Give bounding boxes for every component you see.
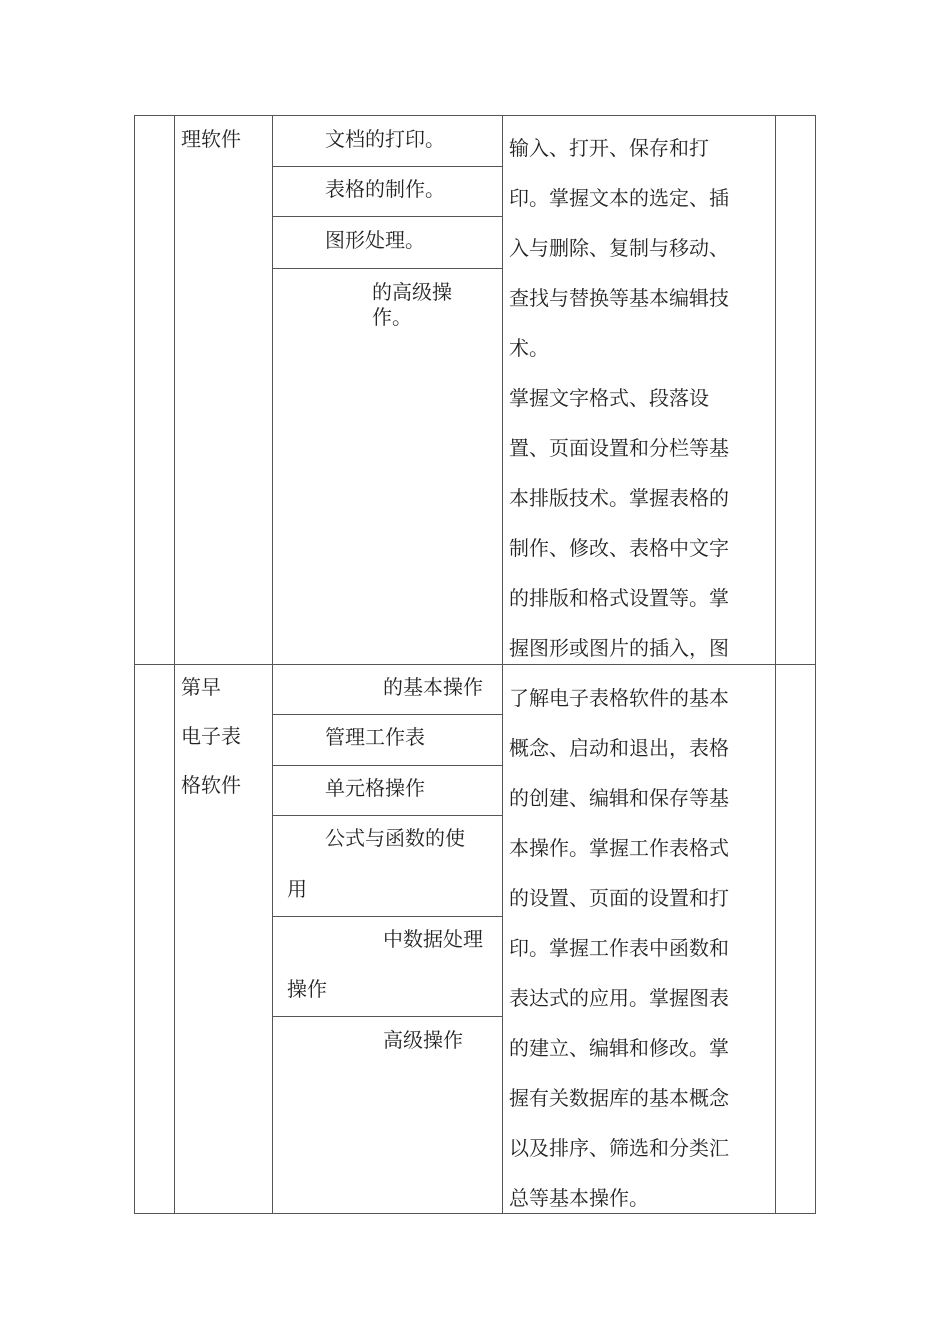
cell-divider [272,765,502,766]
requirement-line: 的创建、编辑和保存等基 [509,786,729,810]
topic-table: 表格的制作。 [325,177,445,201]
col-line-6 [815,115,816,1214]
requirement-line: 输入、打开、保存和打 [509,136,709,160]
topic-advanced: 高级操作 [383,1028,463,1052]
col-line-4 [502,115,503,1214]
requirement-line: 表达式的应用。掌握图表 [509,986,729,1010]
requirement-line: 掌握文字格式、段落设 [509,386,709,410]
requirement-line: 握图形或图片的插入，图 [509,636,729,660]
module-title-line: 格软件 [181,773,241,797]
topic-cell-ops: 单元格操作 [325,776,425,800]
topic-data-2: 操作 [287,977,327,1001]
topic-advanced-1: 的高级操 [372,280,452,304]
cell-divider [272,815,502,816]
cell-divider [272,1016,502,1017]
requirement-text [509,123,729,673]
col-line-5 [775,115,776,1214]
requirement-line: 概念、启动和退出，表格 [509,736,729,760]
requirement-line: 制作、修改、表格中文字 [509,536,729,560]
table-border-top [134,115,816,116]
topic-manage-sheet: 管理工作表 [325,725,425,749]
requirement-line: 印。掌握工作表中函数和 [509,936,729,960]
topic-graphics: 图形处理。 [325,228,425,252]
requirement-line: 查找与替换等基本编辑技 [509,286,729,310]
topic-basic: 的基本操作 [383,675,483,699]
requirement-line: 印。掌握文本的选定、插 [509,186,729,210]
module-title-line: 第早 [181,675,221,699]
requirement-line: 本排版技术。掌握表格的 [509,486,729,510]
cell-divider [272,714,502,715]
topic-formula-1: 公式与函数的使 [325,826,465,850]
topic-formula-2: 用 [287,877,307,901]
requirement-line: 的排版和格式设置等。掌 [509,586,729,610]
requirement-line: 本操作。掌握工作表格式 [509,836,729,860]
requirement-text [509,673,729,1223]
cell-divider [272,916,502,917]
requirement-line: 了解电子表格软件的基本 [509,686,729,710]
topic-print: 文档的打印。 [325,127,445,151]
col-line-2 [174,115,175,1214]
topic-data-1: 中数据处理 [383,927,483,951]
requirement-line: 入与删除、复制与移动、 [509,236,729,260]
cell-divider [272,166,502,167]
requirement-line: 的设置、页面的设置和打 [509,886,729,910]
requirement-line: 置、页面设置和分栏等基 [509,436,729,460]
requirement-line: 总等基本操作。 [509,1186,649,1210]
cell-divider [272,216,502,217]
col-line-1 [134,115,135,1214]
cell-divider [272,268,502,269]
requirement-line: 的建立、编辑和修改。掌 [509,1036,729,1060]
module-title: 理软件 [181,127,241,151]
requirement-line: 握有关数据库的基本概念 [509,1086,729,1110]
module-title-line: 电子表 [181,724,241,748]
requirement-line: 以及排序、筛选和分类汇 [509,1136,729,1160]
topic-advanced-2: 作。 [372,305,412,329]
requirement-line: 术。 [509,336,549,360]
col-line-3 [272,115,273,1214]
